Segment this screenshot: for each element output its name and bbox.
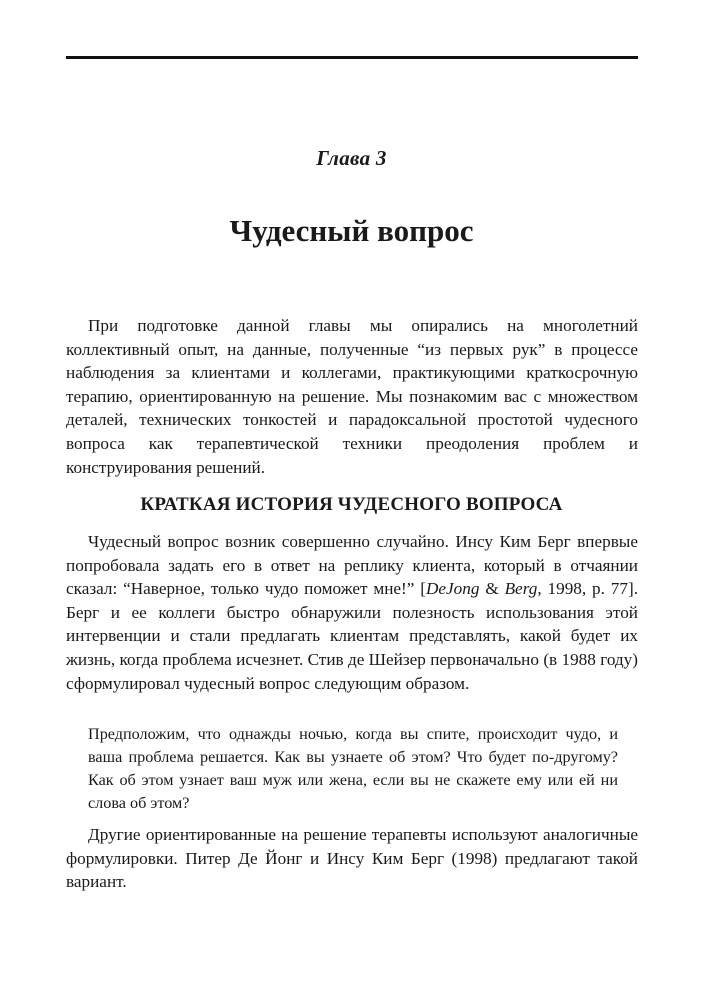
top-rule [66, 56, 638, 59]
intro-paragraph: При подготовке данной главы мы опирались на многолетний коллективный опыт, на данные, полученные “из первых рук” в процессе наблюдения за клиентами и коллегами, практикующими краткосрочную терапию, ориентированную на решение. Мы познакомим вас с множеством деталей, технических тонкостей и парадоксальной простотой чудесного вопроса как терапевтической техники преодоления проблем и конструирования решений. [66, 316, 638, 477]
history-paragraph [66, 530, 638, 695]
miracle-question-quote: Предположим, что однажды ночью, когда вы спите, происходит чудо, и ваша проблема решается. Как вы узнаете об этом? Что будет по-другому? Как об этом узнает ваш муж или жена, если вы не скажете ему или ей ни слова об этом? [88, 725, 618, 812]
history-text-start: Чудесный вопрос возник совершенно случайно. Инсу Ким Берг впервые попробовала задать его в ответ на реплику клиента, который в отчаянии сказал: “Наверное, только чудо поможет мне!” [ [66, 532, 638, 599]
closing-paragraph: Другие ориентированные на решение терапевты используют аналогичные формулировки. Питер Де Йонг и Инсу Ким Берг (1998) предлагают такой вариант. [66, 825, 638, 892]
chapter-title: Чудесный вопрос [229, 213, 474, 248]
section-heading: КРАТКАЯ ИСТОРИЯ ЧУДЕСНОГО ВОПРОСА [140, 494, 563, 515]
citation-author-berg: Berg [504, 579, 538, 599]
citation-ampersand: & [479, 579, 505, 599]
citation-author-dejong: DeJong [426, 579, 480, 599]
history-text-end: , 1998, p. 77]. Берг и ее коллеги быстро обнаружили полезность использования этой интервенции и стали предлагать клиентам представлять, какой будет их жизнь, когда проблема исчезнет. Стив де Шейзер первоначально (в 1988 году) сформулировал чудесный вопрос следующим образом. [66, 579, 639, 693]
chapter-label: Глава 3 [316, 146, 387, 170]
